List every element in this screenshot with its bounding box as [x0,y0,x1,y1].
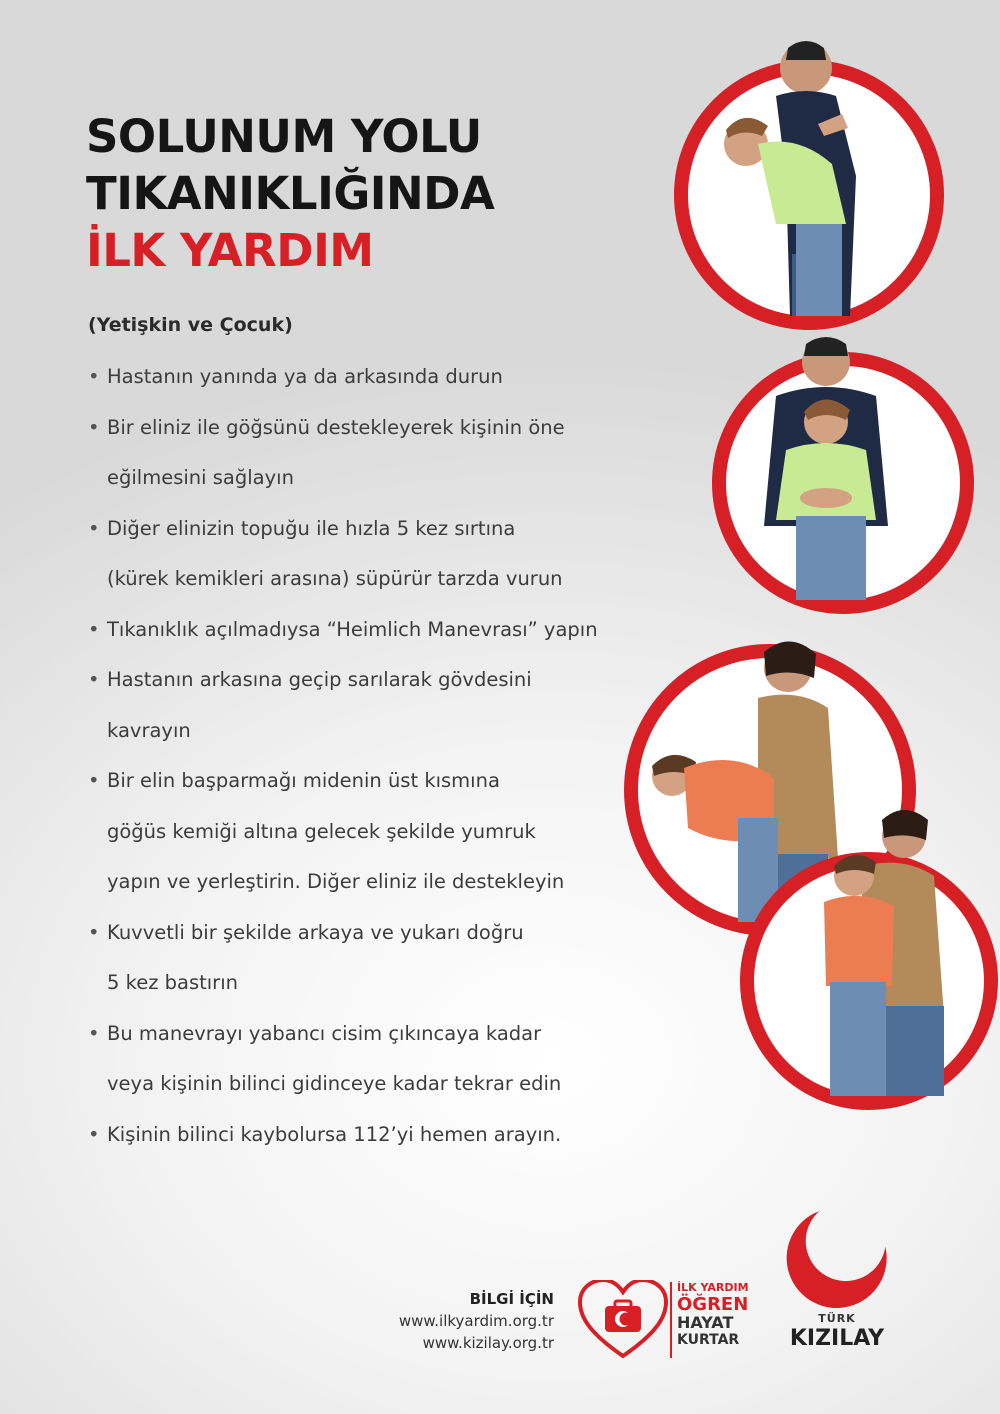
red-crescent-icon [782,1208,892,1312]
instruction-item [88,1110,648,1161]
title-line-1: SOLUNUM YOLU [86,110,482,163]
instruction-item [88,352,648,403]
instruction-line: • Diğer elinizin topuğu ile hızla 5 kez sırtına [107,516,516,540]
instruction-line: 5 kez bastırın [107,971,238,994]
title-line-3: İLK YARDIM [86,224,374,277]
subtitle: (Yetişkin ve Çocuk) [88,314,293,336]
instruction-line: • Bir eliniz ile göğsünü destekleyerek kişinin öne [107,415,565,439]
instruction-list [88,352,648,1160]
instruction-line: veya kişinin bilinci gidinceye kadar tekrar edin [107,1072,562,1095]
instruction-item [88,756,648,908]
url-ilkyardim[interactable]: www.ilkyardim.org.tr [398,1312,554,1330]
info-heading: BİLGİ İÇİN [469,1290,554,1308]
ilk-yardim-logo [578,1280,748,1360]
title-line-2: TIKANIKLIĞINDA [86,167,495,220]
instruction-line: eğilmesini sağlayın [107,466,294,489]
instruction-line: göğüs kemiği altına gelecek şekilde yumruk [107,819,536,843]
instruction-line: • Kuvvetli bir şekilde arkaya ve yukarı doğru [107,920,524,944]
url-kizilay[interactable]: www.kizilay.org.tr [422,1334,554,1352]
poster-title [86,108,494,279]
instruction-line: (kürek kemikleri arasına) süpürür tarzda vurun [107,567,563,590]
instruction-line: yapın ve yerleştirin. Diğer eliniz ile destekleyin [107,870,565,893]
adult-back-blows-photo [674,60,944,330]
kizilay-line-2: KIZILAY [789,1326,885,1351]
child-heimlich-photo [740,852,998,1110]
instruction-line: kavrayın [107,718,191,742]
instruction-line: • Hastanın yanında ya da arkasında durun [107,365,503,388]
ilk-yardim-logo-text: İLK YARDIM ÖĞREN HAYAT KURTAR [677,1281,749,1348]
instruction-line: • Tıkanıklık açılmadıysa “Heimlich Manevrası” yapın [107,617,598,641]
instruction-line: • Kişinin bilinci kaybolursa 112’yi hemen arayın. [107,1122,562,1146]
instruction-item [88,605,648,656]
instruction-item [88,403,648,504]
instruction-item [88,908,648,1009]
instruction-line: • Bir elin başparmağı midenin üst kısmına [107,769,500,792]
instruction-item [88,1009,648,1110]
instruction-line: • Bu manevrayı yabancı cisim çıkıncaya kadar [107,1021,542,1045]
instruction-line: • Hastanın arkasına geçip sarılarak gövdesini [107,668,532,691]
instruction-item [88,655,648,756]
info-block [399,1288,554,1354]
kizilay-line-1: TÜRK [818,1312,856,1325]
adult-heimlich-photo [712,352,974,614]
turk-kizilay-logo [782,1208,892,1358]
logo-divider [670,1282,672,1358]
instruction-item [88,504,648,605]
heart-first-aid-icon [578,1280,668,1360]
